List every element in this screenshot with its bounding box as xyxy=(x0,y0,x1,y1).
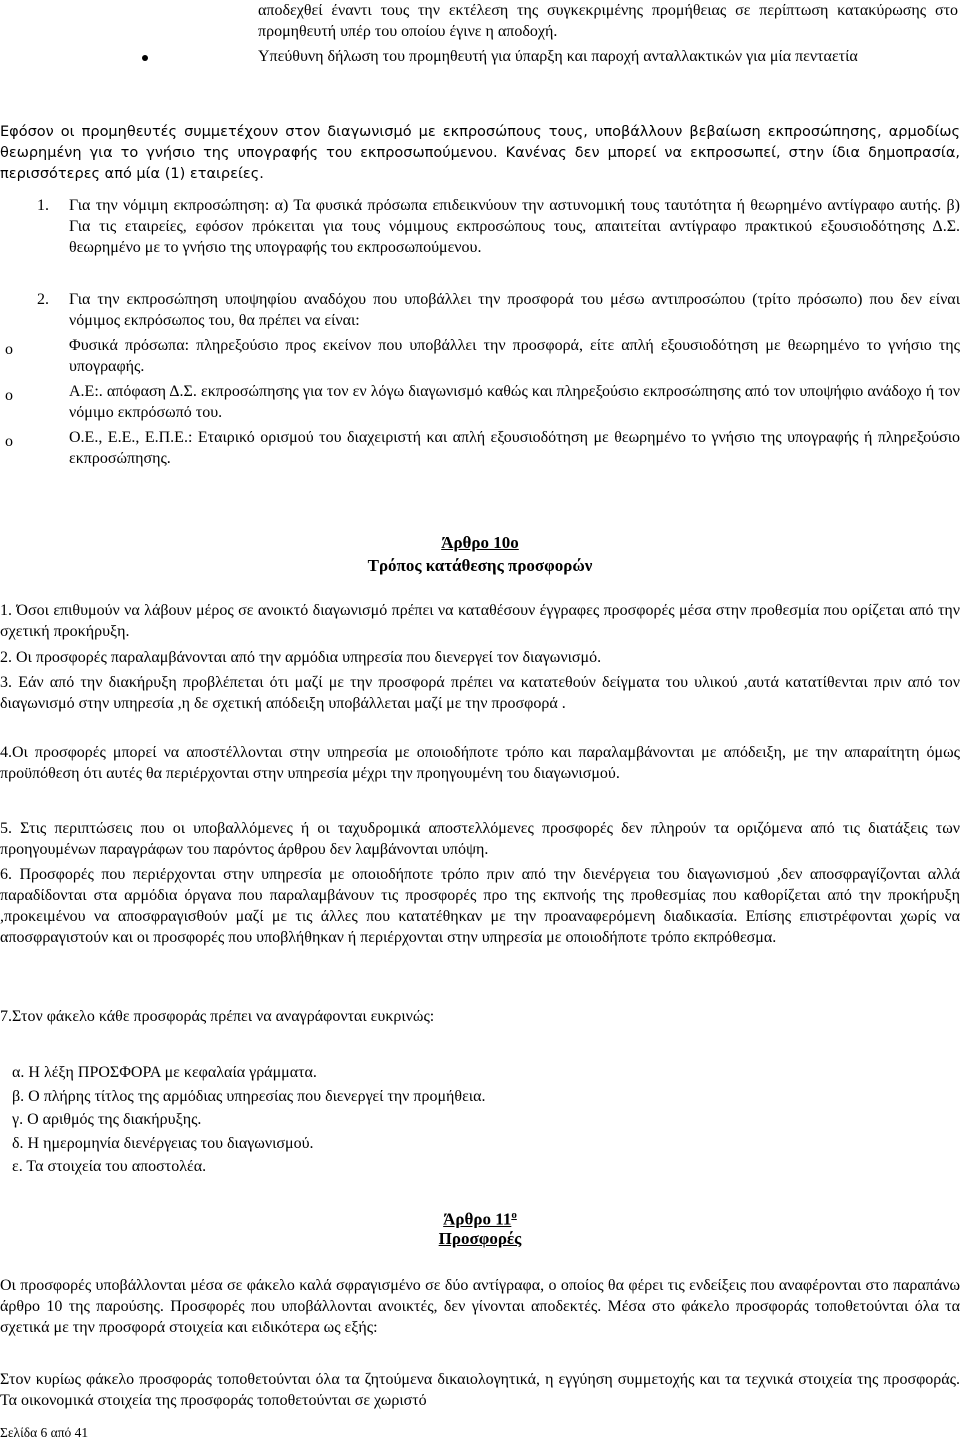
article-10-paragraph-3: 3. Εάν από την διακήρυξη προβλέπεται ότι μαζί με την προσφορά πρέπει να κατατεθούν δείγματα του υλικού ,αυτά κατατίθενται πριν από τον διαγωνισμό στην υπηρεσία ,η δε σχετική απόδειξη υποβάλλεται μαζί με την προσφορά . xyxy=(0,674,960,712)
sub-item-oe-ee-epe: Ο.Ε., Ε.Ε., Ε.Π.Ε.: Εταιρικό ορισμού του διαχειριστή και απλή εξουσιοδότηση με θεωρημένο το γνήσιο της υπογραφής ή πληρεξούσιο εκπροσώπησης. xyxy=(69,429,960,467)
article-10-paragraph-7: 7.Στον φάκελο κάθε προσφοράς πρέπει να αναγράφονται ευκρινώς: xyxy=(0,1008,435,1025)
list-item: β. Ο πλήρης τίτλος της αρμόδιας υπηρεσίας που διενεργεί την προμήθεια. xyxy=(12,1087,486,1105)
continuation-paragraph: αποδεχθεί έναντι τους την εκτέλεση της συγκεκριμένης προμήθειας σε περίπτωση κατακύρωσης στο προμηθευτή υπέρ του οποίου έγινε η αποδοχή. xyxy=(258,2,958,40)
representation-item-1: Για την νόμιμη εκπροσώπηση: α) Τα φυσικά πρόσωπα επιδεικνύουν την αστυνομική τους ταυτότητα ή θεωρημένο αντίγραφο αυτής. β) Για τις εταιρείες, εφόσον πρόκειται για τους νόμιμους εκπροσώπους τους, απαιτείται αντίγραφο πρακτικού εξουσιοδότησης Δ.Σ. θεωρημένο με το γνήσιο της υπογραφής του εκπροσωπούμενου. xyxy=(69,197,960,256)
representation-intro: Εφόσον οι προμηθευτές συμμετέχουν στον διαγωνισμό με εκπροσώπους τους, υποβάλλουν βεβαίωση εκπροσώπησης, αρμοδίως θεωρημένη για το γνήσιο της υπογραφής του εκπροσωπούμενου. Κανένας δεν μπορεί να εκπροσωπεί, στην ίδια δημοπρασία, περισσότερες από μία (1) εταιρείες. xyxy=(0,124,960,182)
envelope-markings-list xyxy=(12,1061,952,1179)
article-11-subtitle: Προσφορές xyxy=(438,1229,522,1248)
article-10-paragraph-1: 1. Όσοι επιθυμούν να λάβουν μέρος σε ανοικτό διαγωνισμό πρέπει να καταθέσουν έγγραφες προσφορές μέσα στην προθεσμία που ορίζεται από την σχετική προκήρυξη. xyxy=(0,602,960,640)
bullet-item: Υπεύθυνη δήλωση του προμηθευτή για ύπαρξη και παροχή ανταλλακτικών για μία πενταετία xyxy=(258,48,858,65)
circle-bullet-icon: o xyxy=(5,387,13,404)
article-10-title: Άρθρο 10ο xyxy=(441,533,519,552)
sub-item-sa: Α.Ε:. απόφαση Δ.Σ. εκπροσώπησης για τον εν λόγω διαγωνισμό καθώς και πληρεξούσιο εκπροσώπησης από τον υποψήφιο ανάδοχο ή τον νόμιμο εκπρόσωπό του. xyxy=(69,383,960,421)
representation-item-2: Για την εκπροσώπηση υποψηφίου αναδόχου που υποβάλλει την προσφορά του μέσω αντιπροσώπου (τρίτο πρόσωπο) που δεν είναι νόμιμος εκπρόσωπος του, θα πρέπει να είναι: xyxy=(69,291,960,329)
page-number: Σελίδα 6 από 41 xyxy=(0,1425,89,1440)
article-11-paragraph-1: Οι προσφορές υποβάλλονται μέσα σε φάκελο καλά σφραγισμένο σε δύο αντίγραφα, ο οποίος θα φέρει τις ενδείξεις που αναφέρονται στο παραπάνω άρθρο 10 της παρούσης. Προσφορές που υποβάλλονται ανοικτές, δεν γίνονται αποδεκτές. Μέσα στο φάκελο προσφοράς τοποθετούνται όλα τα σχετικά με την προσφορά στοιχεία και ειδικότερα ως εξής: xyxy=(0,1277,960,1336)
article-11-title: Άρθρο $11^o$ xyxy=(443,1209,517,1229)
item-number: 2. xyxy=(37,291,49,308)
item-number: 1. xyxy=(37,197,49,214)
article-10-paragraph-6: 6. Προσφορές που περιέρχονται στην υπηρεσία με οποιοδήποτε τρόπο πριν από την διενέργεια του διαγωνισμού ,δεν αποσφραγίζονται αλλά παραδίδονται στα αρμόδια όργανα που παραλαμβάνουν τις προσφορές προ της εκπνοής της προθεσμίας που καθορίζεται από την προκήρυξη ,προκειμένου να αποσφραγισθούν μαζί με τις άλλες που κατατέθηκαν με την προαναφερόμενη διαδικασία. Επίσης επιστρέφονται χωρίς να αποσφραγιστούν και οι προσφορές που υποβλήθηκαν ή περιέρχονται στην υπηρεσία με οποιοδήποτε τρόπο εκπρόθεσμα. xyxy=(0,866,960,946)
circle-bullet-icon: o xyxy=(5,433,13,450)
sub-item-natural-persons: Φυσικά πρόσωπα: πληρεξούσιο προς εκείνον που υποβάλλει την προσφορά, είτε απλή εξουσιοδότηση με θεωρημένο το γνήσιο της υπογραφής. xyxy=(69,337,960,375)
bullet-icon xyxy=(142,55,148,61)
list-item: δ. Η ημερομηνία διενέργειας του διαγωνισμού. xyxy=(12,1134,314,1152)
circle-bullet-icon: o xyxy=(5,341,13,358)
article-10-paragraph-4: 4.Οι προσφορές μπορεί να αποστέλλονται στην υπηρεσία με οποιοδήποτε τρόπο και παραλαμβάνονται με απόδειξη, με την απαραίτητη όμως προϋπόθεση ότι αυτές θα περιέρχονται στην υπηρεσία μέχρι την προηγουμένη του διαγωνισμού. xyxy=(0,744,960,782)
article-10-paragraph-5: 5. Στις περιπτώσεις που οι υποβαλλόμενες ή οι ταχυδρομικά αποστελλόμενες προσφορές δεν πληρούν τα οριζόμενα από τις διατάξεις των προηγουμένων παραγράφων του παρόντος άρθρου δεν λαμβάνονται υπόψη. xyxy=(0,820,960,858)
list-item: γ. Ο αριθμός της διακήρυξης. xyxy=(12,1111,202,1128)
list-item: ε. Τα στοιχεία του αποστολέα. xyxy=(12,1158,207,1175)
list-item: α. Η λέξη ΠΡΟΣΦΟΡΑ με κεφαλαία γράμματα. xyxy=(12,1064,317,1081)
article-10-subtitle: Τρόπος κατάθεσης προσφορών xyxy=(367,556,593,575)
article-10-paragraph-2: 2. Οι προσφορές παραλαμβάνονται από την αρμόδια υπηρεσία που διενεργεί τον διαγωνισμό. xyxy=(0,649,602,666)
article-11-paragraph-2: Στον κυρίως φάκελο προσφοράς τοποθετούνται όλα τα ζητούμενα δικαιολογητικά, η εγγύηση συμμετοχής και τα τεχνικά στοιχεία της προσφοράς. Τα οικονομικά στοιχεία της προσφοράς τοποθετούνται σε χωριστό xyxy=(0,1371,960,1409)
